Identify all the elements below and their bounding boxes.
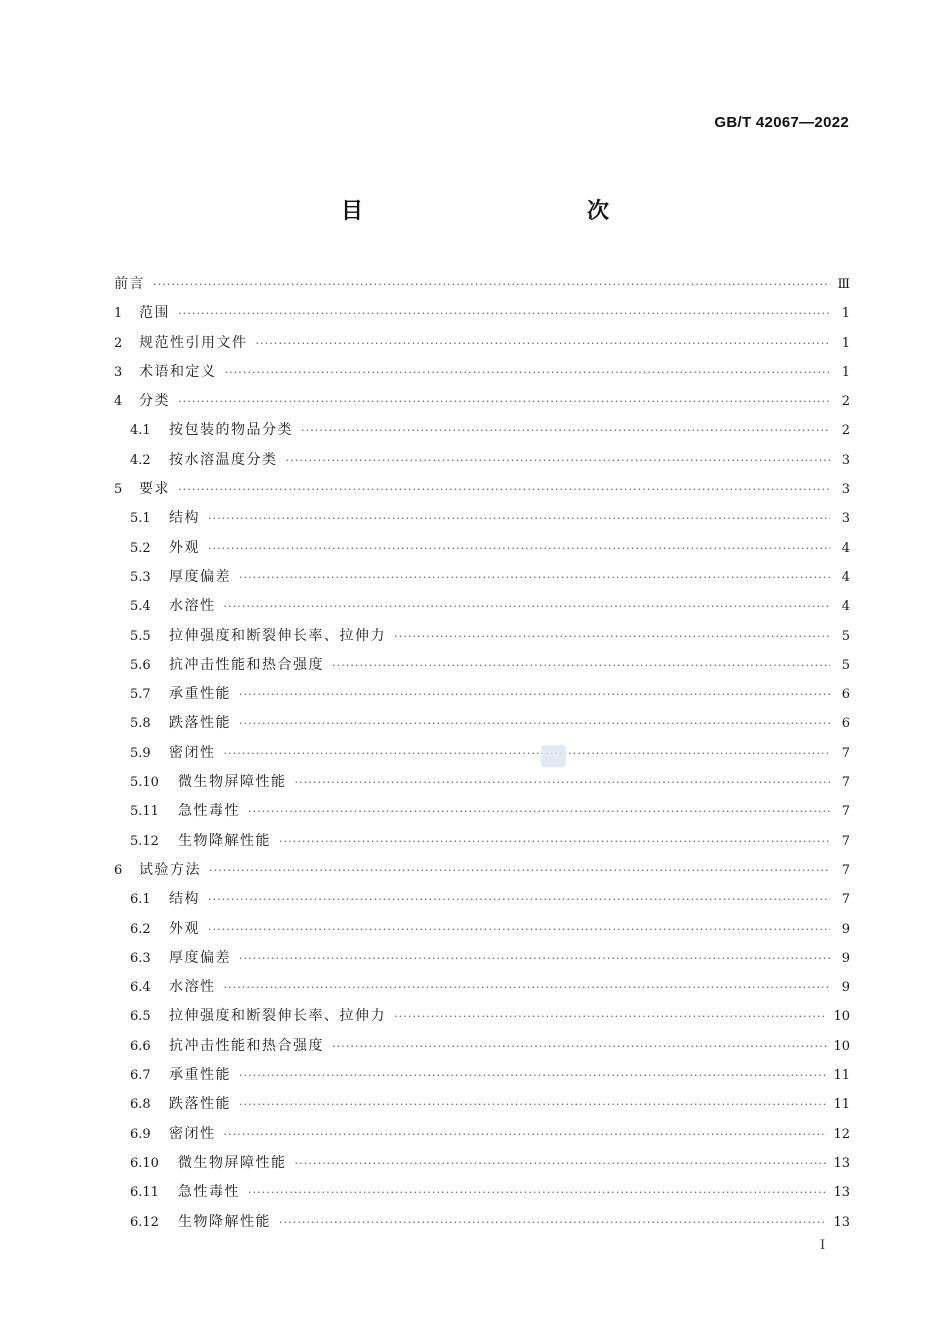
toc-entry-number: 6.1 [130, 892, 151, 908]
dot-leader [208, 534, 830, 563]
toc-entry-page: 1 [841, 335, 850, 351]
toc-entry-number: 6 [114, 862, 123, 878]
dot-leader [208, 915, 830, 944]
toc-entry-page: 1 [841, 306, 850, 322]
toc-entry-number: 6.12 [130, 1214, 159, 1230]
toc-entry-title: 要求 [139, 481, 170, 498]
toc-entry-page: 7 [841, 833, 850, 849]
toc-entry-number: 5.8 [130, 716, 151, 732]
watermark-logo [541, 745, 566, 767]
toc-entry-number: 5.6 [130, 657, 151, 673]
toc-entry-page: 7 [841, 892, 850, 908]
toc-entry-title: 拉伸强度和断裂伸长率、拉伸力 [169, 627, 386, 644]
toc-entry-number: 6.6 [130, 1038, 151, 1054]
dot-leader [225, 358, 831, 387]
toc-entry[interactable] [114, 651, 850, 680]
toc-entry-title: 术语和定义 [139, 363, 217, 380]
dot-leader [153, 270, 830, 299]
toc-entry[interactable] [114, 1149, 850, 1178]
toc-entry-title: 分类 [139, 393, 170, 410]
dot-leader [208, 504, 830, 533]
toc-entry-number: 6.4 [130, 980, 151, 996]
toc-entry-number: 5.3 [130, 569, 151, 585]
toc-entry[interactable] [114, 709, 850, 738]
dot-leader [295, 1149, 828, 1178]
toc-entry[interactable] [114, 416, 850, 445]
toc-entry[interactable] [114, 270, 850, 299]
toc-entry-page: 13 [833, 1214, 850, 1230]
toc-entry[interactable] [114, 1120, 850, 1149]
toc-entry-title: 结构 [169, 891, 200, 908]
dot-leader [248, 1178, 827, 1207]
dot-leader [239, 1061, 827, 1090]
toc-entry-page: 2 [841, 423, 850, 439]
toc-entry-page: 4 [841, 540, 850, 556]
toc-entry-page: 4 [841, 569, 850, 585]
toc-entry[interactable] [114, 1032, 850, 1061]
toc-entry[interactable] [114, 680, 850, 709]
dot-leader [224, 592, 831, 621]
toc-entry-title: 密闭性 [169, 1125, 216, 1142]
toc-entry-title: 微生物屏障性能 [178, 774, 287, 791]
toc-entry-title: 水溶性 [169, 598, 216, 615]
toc-entry-title: 急性毒性 [178, 803, 240, 820]
toc-entry-number: 5.12 [130, 833, 159, 849]
toc-entry-number: 5.11 [130, 804, 159, 820]
toc-entry-page: 6 [841, 716, 850, 732]
toc-entry-page: 7 [841, 862, 850, 878]
toc-entry-number: 5.5 [130, 628, 151, 644]
toc-entry[interactable] [114, 475, 850, 504]
dot-leader [332, 1032, 827, 1061]
page-number: I [820, 1238, 826, 1253]
toc-entry-number: 5.7 [130, 687, 151, 703]
toc-entry-page: 13 [833, 1185, 850, 1201]
toc-entry[interactable] [114, 1090, 850, 1119]
table-of-contents [114, 270, 850, 1237]
toc-entry[interactable] [114, 1178, 850, 1207]
toc-entry-title: 密闭性 [169, 744, 216, 761]
toc-entry-title: 微生物屏障性能 [178, 1154, 287, 1171]
toc-entry[interactable] [114, 299, 850, 328]
toc-entry-page: 6 [841, 687, 850, 703]
toc-entry-number: 6.9 [130, 1126, 151, 1142]
toc-entry-number: 6.7 [130, 1068, 151, 1084]
toc-entry-number: 6.10 [130, 1155, 159, 1171]
toc-entry-number: 6.5 [130, 1009, 151, 1025]
dot-leader [279, 827, 830, 856]
toc-entry-page: 4 [841, 599, 850, 615]
toc-entry-page: 13 [833, 1155, 850, 1171]
dot-leader [239, 944, 830, 973]
toc-entry-number: 6.3 [130, 950, 151, 966]
dot-leader [178, 475, 830, 504]
dot-leader [279, 1208, 827, 1237]
toc-entry-title: 水溶性 [169, 979, 216, 996]
toc-entry-page: 9 [841, 980, 850, 996]
toc-entry-page: 3 [841, 511, 850, 527]
toc-entry-title: 前言 [114, 276, 145, 292]
toc-entry-page: 1 [841, 364, 850, 380]
toc-entry[interactable] [114, 827, 850, 856]
toc-entry[interactable] [114, 944, 850, 973]
dot-leader [256, 329, 831, 358]
toc-entry-title: 厚度偏差 [169, 949, 231, 966]
toc-entry-number: 2 [114, 335, 123, 351]
toc-entry-title: 按水溶温度分类 [169, 451, 278, 468]
page-title: 目 次 [340, 198, 669, 224]
toc-entry-page: 5 [841, 657, 850, 673]
toc-entry[interactable] [114, 504, 850, 533]
toc-entry-title: 按包装的物品分类 [169, 422, 293, 439]
dot-leader [239, 1090, 827, 1119]
toc-entry[interactable] [114, 768, 850, 797]
toc-entry-number: 4.2 [130, 452, 151, 468]
toc-entry-page: 11 [833, 1068, 850, 1084]
toc-entry[interactable] [114, 358, 850, 387]
toc-entry[interactable] [114, 797, 850, 826]
toc-entry-number: 4.1 [130, 423, 151, 439]
toc-entry[interactable] [114, 387, 850, 416]
toc-entry-number: 5.4 [130, 599, 151, 615]
toc-entry-page: 9 [841, 950, 850, 966]
toc-entry-title: 范围 [139, 305, 170, 322]
toc-entry-number: 5.9 [130, 745, 151, 761]
toc-entry-title: 试验方法 [139, 861, 201, 878]
toc-entry-number: 4 [114, 394, 123, 410]
toc-entry-title: 抗冲击性能和热合强度 [169, 656, 324, 673]
toc-entry-title: 厚度偏差 [169, 568, 231, 585]
dot-leader [394, 622, 830, 651]
toc-entry-page: Ⅲ [837, 277, 850, 292]
toc-entry[interactable] [114, 973, 850, 1002]
dot-leader [178, 299, 830, 328]
toc-entry[interactable] [114, 885, 850, 914]
toc-entry-title: 承重性能 [169, 686, 231, 703]
toc-entry[interactable] [114, 622, 850, 651]
toc-entry-title: 承重性能 [169, 1067, 231, 1084]
toc-entry[interactable] [114, 1208, 850, 1237]
dot-leader [295, 768, 831, 797]
toc-entry-title: 外观 [169, 920, 200, 937]
toc-entry[interactable] [114, 563, 850, 592]
dot-leader [224, 1120, 828, 1149]
dot-leader [248, 797, 830, 826]
toc-entry[interactable] [114, 739, 850, 768]
toc-entry-page: 2 [841, 394, 850, 410]
toc-entry[interactable] [114, 1061, 850, 1090]
toc-entry[interactable] [114, 534, 850, 563]
standard-code: GB/T 42067—2022 [714, 114, 849, 131]
toc-entry-title: 抗冲击性能和热合强度 [169, 1037, 324, 1054]
toc-entry-title: 结构 [169, 510, 200, 527]
dot-leader [394, 1002, 827, 1031]
toc-entry-title: 生物降解性能 [178, 832, 271, 849]
toc-entry-title: 拉伸强度和断裂伸长率、拉伸力 [169, 1008, 386, 1025]
dot-leader [239, 709, 830, 738]
dot-leader [239, 680, 830, 709]
toc-entry[interactable] [114, 329, 850, 358]
dot-leader [286, 446, 831, 475]
toc-entry[interactable] [114, 915, 850, 944]
toc-entry-title: 跌落性能 [169, 715, 231, 732]
toc-entry-page: 7 [841, 804, 850, 820]
dot-leader [224, 973, 831, 1002]
toc-entry-page: 3 [841, 482, 850, 498]
toc-entry[interactable] [114, 592, 850, 621]
toc-entry-page: 7 [841, 775, 850, 791]
toc-entry-title: 急性毒性 [178, 1184, 240, 1201]
toc-entry[interactable] [114, 856, 850, 885]
toc-entry-number: 6.8 [130, 1097, 151, 1113]
dot-leader [239, 563, 830, 592]
toc-entry-page: 3 [841, 452, 850, 468]
toc-entry-number: 5 [114, 482, 123, 498]
toc-entry-page: 5 [841, 628, 850, 644]
toc-entry[interactable] [114, 446, 850, 475]
dot-leader [301, 416, 830, 445]
toc-entry-title: 跌落性能 [169, 1096, 231, 1113]
toc-entry-title: 生物降解性能 [178, 1213, 271, 1230]
toc-entry-number: 5.2 [130, 540, 151, 556]
toc-entry-title: 外观 [169, 539, 200, 556]
toc-entry-number: 6.2 [130, 921, 151, 937]
dot-leader [209, 856, 830, 885]
dot-leader [332, 651, 830, 680]
toc-entry-page: 9 [841, 921, 850, 937]
toc-entry-page: 7 [841, 745, 850, 761]
dot-leader [224, 739, 831, 768]
toc-entry[interactable] [114, 1002, 850, 1031]
toc-entry-number: 6.11 [130, 1185, 159, 1201]
toc-entry-title: 规范性引用文件 [139, 334, 248, 351]
dot-leader [178, 387, 830, 416]
toc-entry-number: 5.10 [130, 775, 159, 791]
toc-entry-page: 10 [833, 1009, 850, 1025]
toc-entry-number: 5.1 [130, 511, 151, 527]
toc-entry-page: 12 [833, 1126, 850, 1142]
dot-leader [208, 885, 830, 914]
toc-entry-number: 1 [114, 306, 123, 322]
toc-entry-page: 11 [833, 1097, 850, 1113]
toc-entry-number: 3 [114, 364, 123, 380]
toc-entry-page: 10 [833, 1038, 850, 1054]
